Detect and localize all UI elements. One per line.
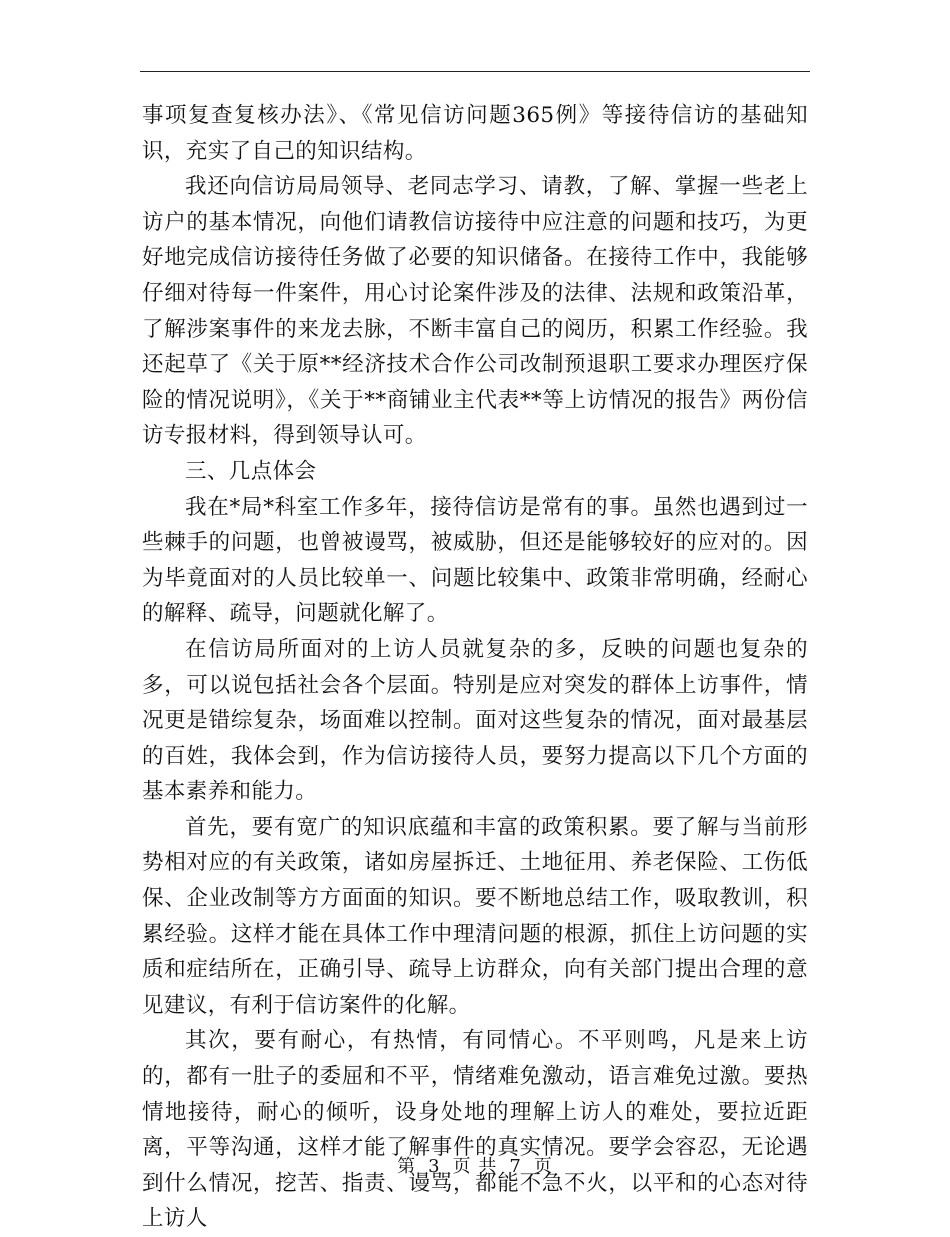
footer-total-pages: 7 (509, 1156, 522, 1177)
document-body (142, 98, 808, 1237)
paragraph-second: 其次，要有耐心，有热情，有同情心。不平则鸣，凡是来上访的，都有一肚子的委屈和不平，情绪难免激动，语言难免过激。要热情地接待，耐心的倾听，设身处地的理解上访人的难处，要拉近距离，平等沟通，这样才能了解事件的真实情况。要学会容忍，无论遇到什么情况，挖苦、指责、谩骂，都能不急不火，以平和的心态对待上访人 (142, 1028, 808, 1232)
paragraph-learning: 我还向信访局局领导、老同志学习、请教，了解、掌握一些老上访户的基本情况，向他们请教信访接待中应注意的问题和技巧，为更好地完成信访接待任务做了必要的知识储备。在接待工作中，我能够仔细对待每一件案件，用心讨论案件涉及的法律、法规和政策沿革，了解涉案事件的来龙去脉，不断丰富自己的阅历，积累工作经验。我还起草了《关于原**经济技术合作公司改制预退职工要求办理医疗保险的情况说明》，《关于**商铺业主代表**等上访情况的报告》两份信访专报材料，得到领导认可。 (142, 174, 808, 449)
section-heading: 三、几点体会 (185, 458, 317, 484)
page-footer (0, 1152, 950, 1178)
footer-prefix: 第 (397, 1156, 417, 1177)
paragraph-complexity: 在信访局所面对的上访人员就复杂的多，反映的问题也复杂的多，可以说包括社会各个层面。特别是应对突发的群体上访事件，情况更是错综复杂，场面难以控制。面对这些复杂的情况，面对最基层的百姓，我体会到，作为信访接待人员，要努力提高以下几个方面的基本素养和能力。 (142, 636, 808, 805)
paragraph-continued: 事项复查复核办法》、《常见信访问题365例》等接待信访的基础知识，充实了自己的知识结构。 (142, 103, 808, 164)
header-rule (140, 71, 810, 72)
paragraph-first: 首先，要有宽广的知识底蕴和丰富的政策积累。要了解与当前形势相对应的有关政策，诸如房屋拆迁、土地征用、养老保险、工伤低保、企业改制等方方面面的知识。要不断地总结工作，吸取教训，积累经验。这样才能在具体工作中理清问题的根源，抓住上访问题的实质和症结所在，正确引导、疏导上访群众，向有关部门提出合理的意见建议，有利于信访案件的化解。 (142, 814, 808, 1018)
paragraph-experience: 我在*局*科室工作多年，接待信访是常有的事。虽然也遇到过一些棘手的问题，也曾被谩骂，被威胁，但还是能够较好的应对的。因为毕竟面对的人员比较单一、问题比较集中、政策非常明确，经耐心的解释、疏导，问题就化解了。 (142, 494, 808, 627)
footer-middle: 页 共 (452, 1156, 498, 1177)
footer-page-number: 3 (428, 1156, 441, 1177)
footer-suffix: 页 (533, 1156, 553, 1177)
